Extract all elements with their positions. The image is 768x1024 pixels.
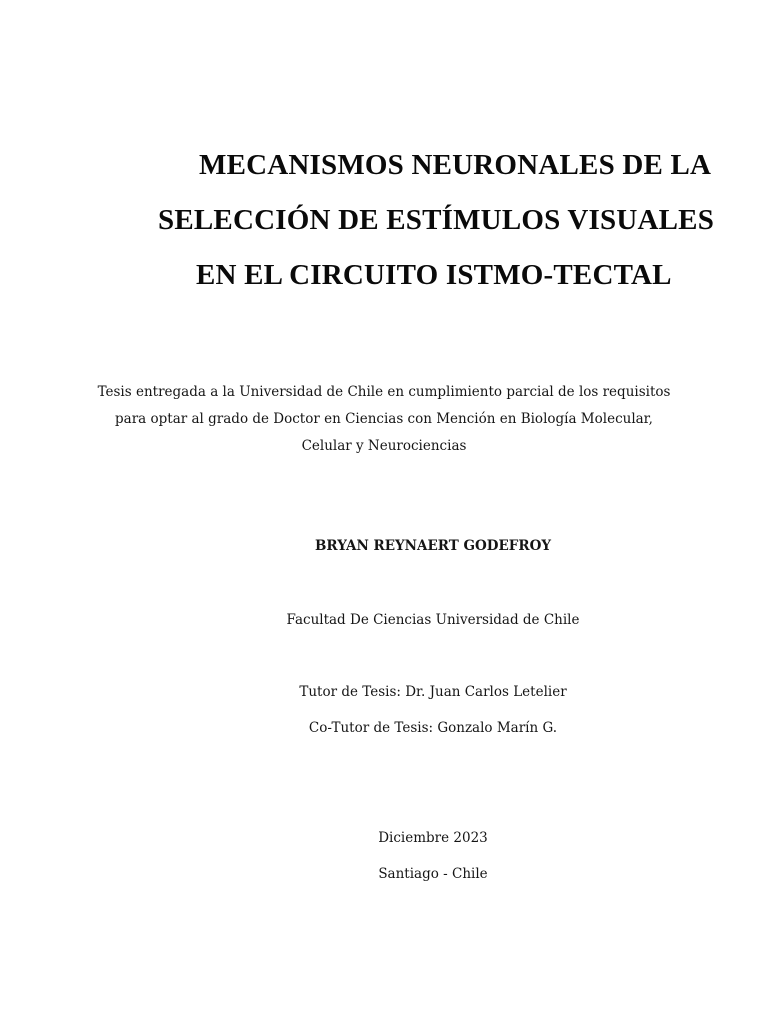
thesis-cotutor: Co-Tutor de Tesis: Gonzalo Marín G. [308, 720, 558, 736]
author-name: BRYAN REYNAERT GODEFROY [315, 538, 551, 554]
thesis-title-line-1: MECANISMOS NEURONALES DE LA [199, 149, 712, 181]
faculty-name: Facultad De Ciencias Universidad de Chile [286, 612, 580, 628]
thesis-description-line-3: Celular y Neurociencias [301, 438, 467, 454]
location: Santiago - Chile [378, 866, 488, 882]
submission-date: Diciembre 2023 [378, 830, 488, 846]
thesis-title-line-3: EN EL CIRCUITO ISTMO-TECTAL [196, 259, 672, 291]
thesis-description-line-1: Tesis entregada a la Universidad de Chile en cumplimiento parcial de los requisitos [97, 384, 671, 400]
thesis-tutor: Tutor de Tesis: Dr. Juan Carlos Letelier [299, 684, 567, 700]
thesis-description-line-2: para optar al grado de Doctor en Ciencias con Mención en Biología Molecular, [115, 411, 653, 427]
thesis-title-line-2: SELECCIÓN DE ESTÍMULOS VISUALES [158, 204, 715, 236]
